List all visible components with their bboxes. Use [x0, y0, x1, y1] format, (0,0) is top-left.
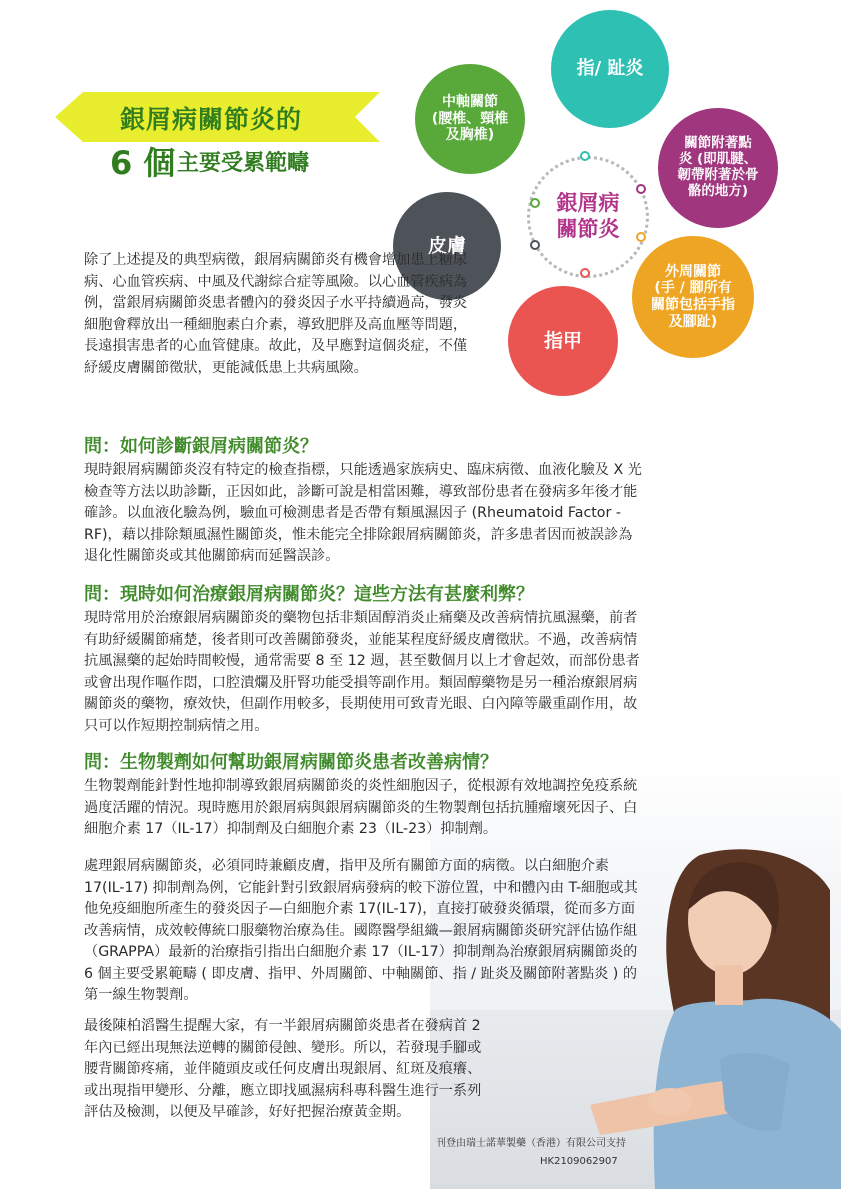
connector-dot [580, 151, 590, 161]
bubble-enthesitis [658, 108, 778, 228]
answer-paragraph: 生物製劑能針對性地抑制導致銀屑病關節炎的炎性細胞因子，從根源有效地調控免疫系統過度活躍的情況。現時應用於銀屑病與銀屑病關節炎的生物製劑包括抗腫瘤壞死因子、白細胞介素 17（IL-17）抑制劑及白細胞介素 23（IL-23）抑制劑。 [84, 778, 638, 837]
bubble-dactylitis [551, 10, 669, 128]
body-paragraph: 處理銀屑病關節炎，必須同時兼顧皮膚，指甲及所有關節方面的病徵。以白細胞介素 17(IL-17) 抑制劑為例，它能針對引致銀屑病發病的較下游位置，中和體內由 T-細胞或其他免疫細胞所產生的發炎因子—白細胞介素 17(IL-17)，直接打破發炎循環，從而多方面改善病情，成效較傳統口服藥物治療為佳。國際醫學組織—銀屑病關節炎研究評估協作組（GRAPPA）最新的治療指引指出白細胞介素 17（IL-17）抑制劑為治療銀屑病關節炎的 6 個主要受累範疇 ( 即皮膚、指甲、外周關節、中軸關節、指 / 趾炎及關節附著點炎 ) 的第一線生物製劑。 [84, 858, 638, 1003]
body-paragraph: 最後陳柏滔醫生提醒大家，有一半銀屑病關節炎患者在發病首 2 年內已經出現無法逆轉的關節侵蝕、變形。所以，若發現手腳或腰背關節疼痛，並伴隨頭皮或任何皮膚出現銀屑、紅斑及痕癢、或出現指甲變形、分離，應立即找風濕病科專科醫生進行一系列評估及檢測，以便及早確診，好好把握治療黃金期。 [84, 1018, 482, 1120]
question-heading: 問：生物製劑如何幫助銀屑病關節炎患者改善病情？ [84, 752, 498, 773]
bubble-label: 中軸關節 (腰椎、頸椎 及胸椎) [431, 94, 509, 144]
title-subtitle: 主要受累範疇 [177, 151, 310, 176]
page-title: 銀屑病關節炎的 [120, 105, 303, 134]
intro-paragraph: 除了上述提及的典型病徵，銀屑病關節炎有機會增加患上糖尿病、心血管疾病、中風及代謝綜合症等風險。以心血管疾病為例，當銀屑病關節炎患者體內的發炎因子水平持續過高，發炎細胞會釋放出一種細胞素白介素，導致肥胖及高血壓等問題，長遠損害患者的心血管健康。故此，及早應對這個炎症，不僅紓緩皮膚關節徵狀，更能減低患上共病風險。 [84, 252, 468, 376]
connector-dot [636, 232, 646, 242]
bubble-label: 指/ 趾炎 [576, 58, 644, 80]
connector-dot [636, 184, 646, 194]
answer-paragraph: 現時常用於治療銀屑病關節炎的藥物包括非類固醇消炎止痛藥及改善病情抗風濕藥，前者有助紓緩關節痛楚，後者則可改善關節發炎，並能某程度紓緩皮膚徵狀。不過，改善病情抗風濕藥的起始時間較慢，通常需要 8 至 12 週，甚至數個月以上才會起效，而部份患者或會出現作嘔作悶，口腔潰爛及肝腎功能受損等副作用。類固醇藥物是另一種治療銀屑病關節炎的藥物，療效快，但副作用較多，長期使用可致青光眼、白內障等嚴重副作用，故只可以作短期控制病情之用。 [84, 610, 640, 734]
bubble-nails [508, 286, 618, 396]
title-number: 6 個 [110, 144, 176, 182]
bubble-axial-joints [415, 64, 525, 174]
question-heading: 問：如何診斷銀屑病關節炎？ [84, 436, 318, 457]
connector-dot [580, 268, 590, 278]
bubble-label: 外周關節 (手 / 腳所有 關節包括手指 及腳趾) [651, 263, 735, 330]
bubble-label: 指甲 [543, 329, 582, 352]
sponsor-credit: 刊登由瑞士諾華製藥（香港）有限公司支持 [436, 1138, 626, 1149]
center-circle [527, 156, 649, 278]
connector-dot [530, 198, 540, 208]
connector-dot [530, 240, 540, 250]
reference-code: HK2109062907 [540, 1156, 618, 1167]
answer-paragraph: 現時銀屑病關節炎沒有特定的檢查指標，只能透過家族病史、臨床病徵、血液化驗及 X 光檢查等方法以助診斷，正因如此，診斷可說是相當困難，導致部份患者在發病多年後才能確診。以血液化驗為例，驗血可檢測患者是否帶有類風濕因子 (Rheumatoid Factor - RF)，藉以排除類風濕性關節炎，惟未能完全排除銀屑病關節炎，許多患者因而被誤診為退化性關節炎或其他關節病而延醫誤診。 [84, 462, 642, 564]
bubble-label: 皮膚 [427, 234, 466, 257]
bubble-label: 關節附著點 炎 (即肌腱、 韌帶附著於骨 骼的地方) [677, 135, 759, 199]
center-label: 銀屑病 關節炎 [556, 191, 620, 241]
bubble-peripheral-joints [632, 236, 754, 358]
question-heading: 問：現時如何治療銀屑病關節炎？這些方法有甚麼利弊？ [84, 584, 534, 605]
